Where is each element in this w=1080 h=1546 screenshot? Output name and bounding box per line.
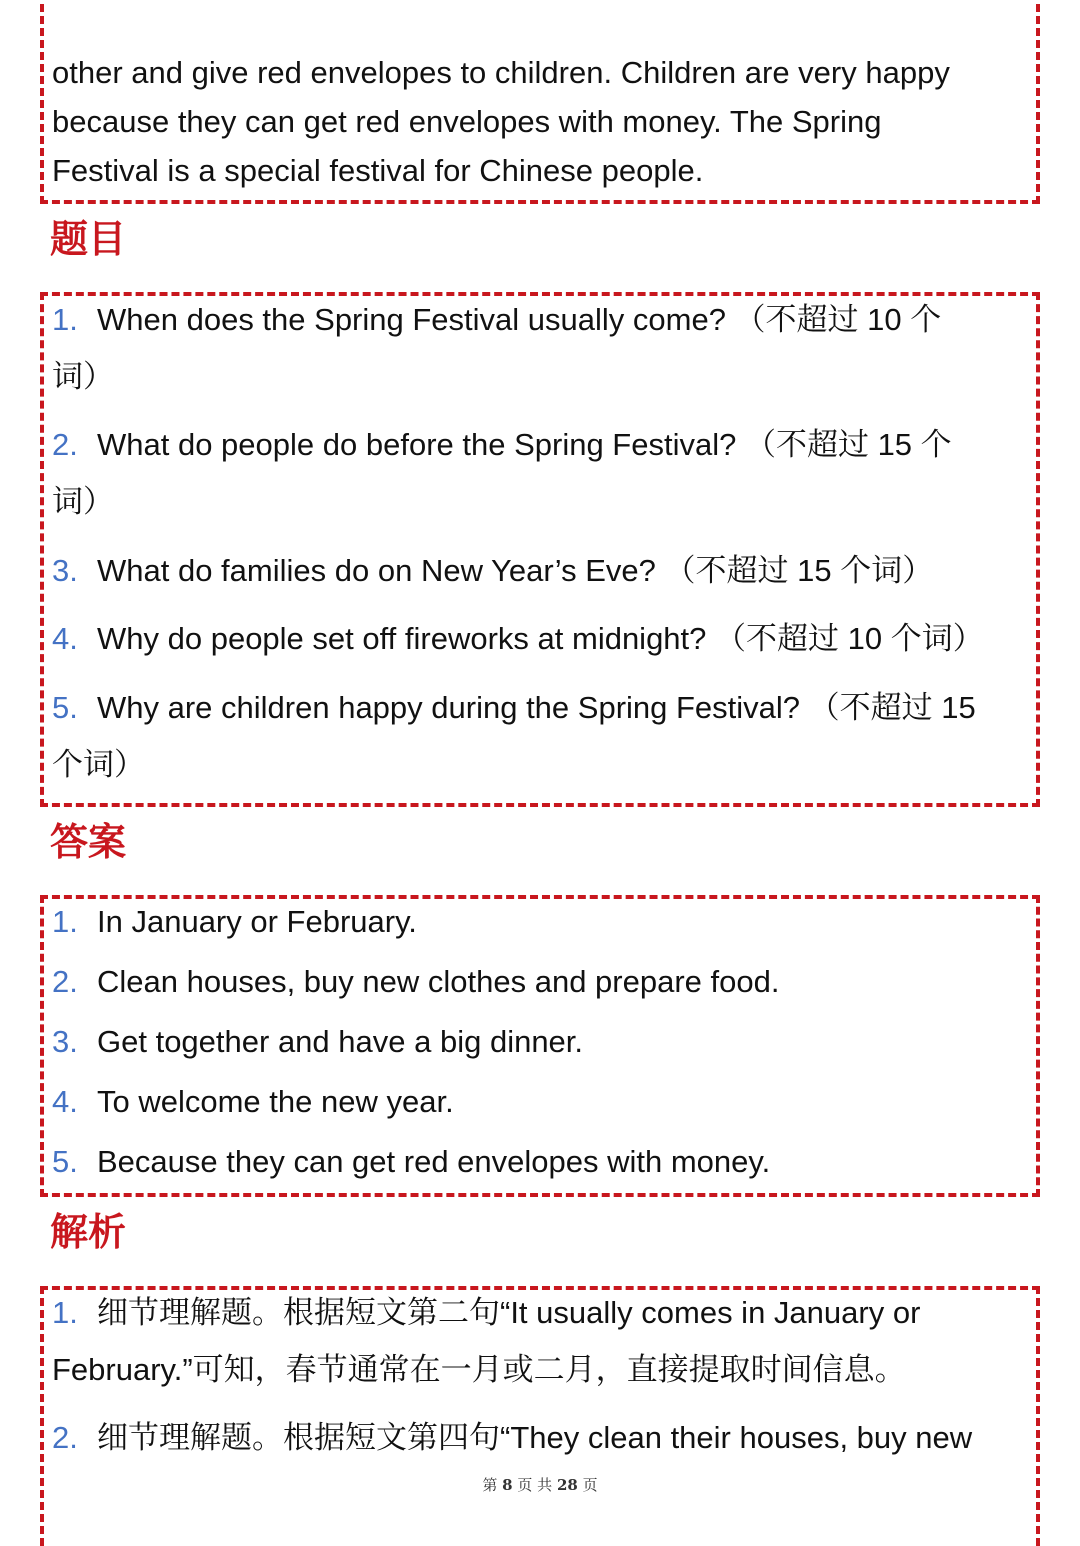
analysis-text: 细节理解题。根据短文第二句“It usually comes in January or (97, 1295, 921, 1330)
answer-number: 2. (52, 964, 78, 999)
question-text: What do people do before the Spring Festival? （不超过 15 个 (97, 427, 952, 462)
analysis-item (52, 1409, 1027, 1466)
question-text: Why do people set off fireworks at midnight? （不超过 10 个词） (97, 621, 984, 656)
answer-item (52, 1082, 1027, 1122)
answer-text: Because they can get red envelopes with money. (97, 1144, 771, 1179)
question-item (52, 610, 1027, 667)
answer-item (52, 1022, 1027, 1062)
question-item (52, 679, 1027, 793)
questions-heading: 题目 (50, 217, 127, 261)
footer-prefix: 第 (482, 1476, 498, 1494)
question-text-continued: 词） (52, 359, 114, 394)
question-number: 4. (52, 621, 78, 656)
answer-number: 5. (52, 1144, 78, 1179)
answer-item (52, 902, 1027, 942)
analysis-text-continued: February.”可知，春节通常在一月或二月，直接提取时间信息。 (52, 1352, 906, 1387)
question-text-continued: 词） (52, 484, 114, 519)
question-item (52, 416, 1027, 530)
answer-text: Get together and have a big dinner. (97, 1024, 584, 1059)
passage-line: because they can get red envelopes with money. The Spring (52, 104, 882, 139)
answer-item (52, 1142, 1027, 1182)
total-pages: 28 (556, 1476, 578, 1494)
answers-heading: 答案 (50, 820, 127, 864)
question-text: When does the Spring Festival usually come? （不超过 10 个 (97, 302, 942, 337)
question-text: Why are children happy during the Spring Festival? （不超过 15 (97, 690, 976, 725)
analysis-number: 1. (52, 1295, 78, 1330)
page-footer (0, 1474, 1080, 1495)
question-number: 1. (52, 302, 78, 337)
analysis-number: 2. (52, 1420, 78, 1455)
answer-text: In January or February. (97, 904, 417, 939)
footer-middle: 页 共 (517, 1476, 553, 1494)
passage-text (52, 48, 1032, 195)
question-item (52, 291, 1027, 405)
page-number: 8 (502, 1476, 513, 1494)
analysis-text: 细节理解题。根据短文第四句“They clean their houses, buy new (97, 1420, 973, 1455)
answer-item (52, 962, 1027, 1002)
analysis-heading: 解析 (50, 1210, 127, 1254)
question-item (52, 542, 1027, 599)
question-number: 5. (52, 690, 78, 725)
passage-line: Festival is a special festival for Chinese people. (52, 153, 704, 188)
question-number: 3. (52, 553, 78, 588)
question-text-continued: 个词） (52, 747, 145, 782)
answer-number: 3. (52, 1024, 78, 1059)
answer-number: 1. (52, 904, 78, 939)
question-number: 2. (52, 427, 78, 462)
passage-line: other and give red envelopes to children. Children are very happy (52, 55, 950, 90)
footer-suffix: 页 (582, 1476, 598, 1494)
answer-number: 4. (52, 1084, 78, 1119)
answer-text: To welcome the new year. (97, 1084, 454, 1119)
question-text: What do families do on New Year’s Eve? （不超过 15 个词） (97, 553, 934, 588)
analysis-item (52, 1284, 1027, 1398)
answer-text: Clean houses, buy new clothes and prepare food. (97, 964, 780, 999)
